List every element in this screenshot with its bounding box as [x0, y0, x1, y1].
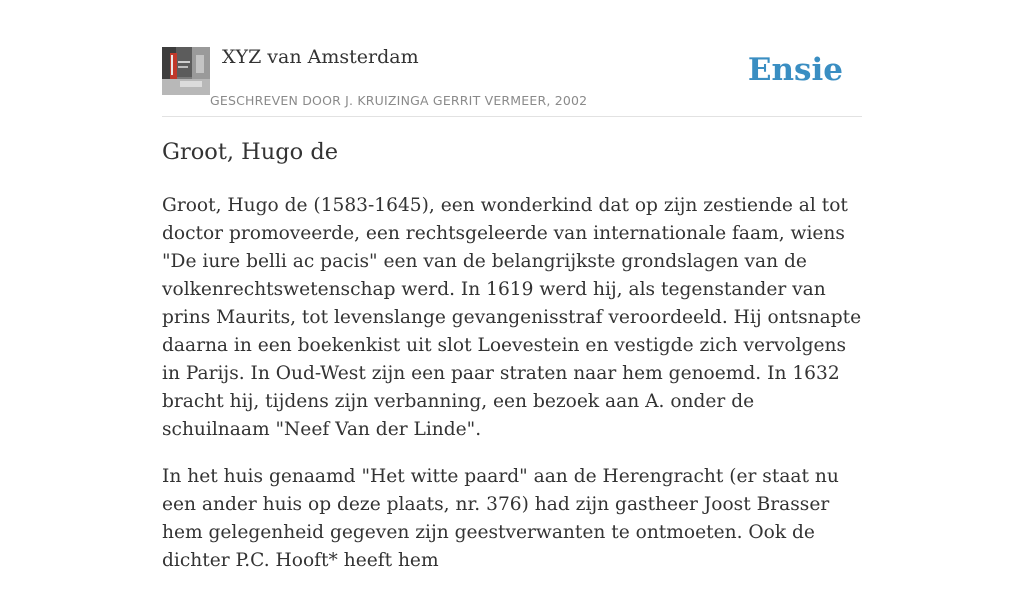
book-cover-thumbnail-icon[interactable]: [162, 47, 210, 95]
article-body: [162, 192, 862, 594]
page-container: [162, 0, 862, 571]
book-header: [162, 0, 862, 117]
article-title: Groot, Hugo de: [162, 139, 339, 165]
author-byline: GESCHREVEN DOOR J. KRUIZINGA GERRIT VERMEER, 2002: [210, 93, 588, 108]
article-paragraph: Groot, Hugo de (1583-1645), een wonderkind dat op zijn zestiende al tot doctor promoveerde, een rechtsgeleerde van internationale faam, wiens "De iure belli ac pacis" een van de belangrijkste grondslagen van de volkenrechtswetenschap werd. In 1619 werd hij, als tegenstander van prins Maurits, tot levenslange gevangenisstraf veroordeeld. Hij ontsnapte daarna in een boekenkist uit slot Loevestein en vestigde zich vervolgens in Parijs. In Oud-West zijn een paar straten naar hem genoemd. In 1632 bracht hij, tijdens zijn verbanning, een bezoek aan A. onder de schuilnaam "Neef Van der Linde".: [162, 195, 862, 440]
book-title-link[interactable]: XYZ van Amsterdam: [222, 46, 419, 68]
ensie-logo-link[interactable]: Ensie: [747, 52, 843, 88]
article-paragraph: In het huis genaamd "Het witte paard" aan de Herengracht (er staat nu een ander huis op deze plaats, nr. 376) had zijn gastheer Joost Brasser hem gelegenheid gegeven zijn geestverwanten te ontmoeten. Ook de dichter P.C. Hooft* heeft hem: [162, 466, 839, 571]
book-cover-image: [162, 47, 210, 95]
